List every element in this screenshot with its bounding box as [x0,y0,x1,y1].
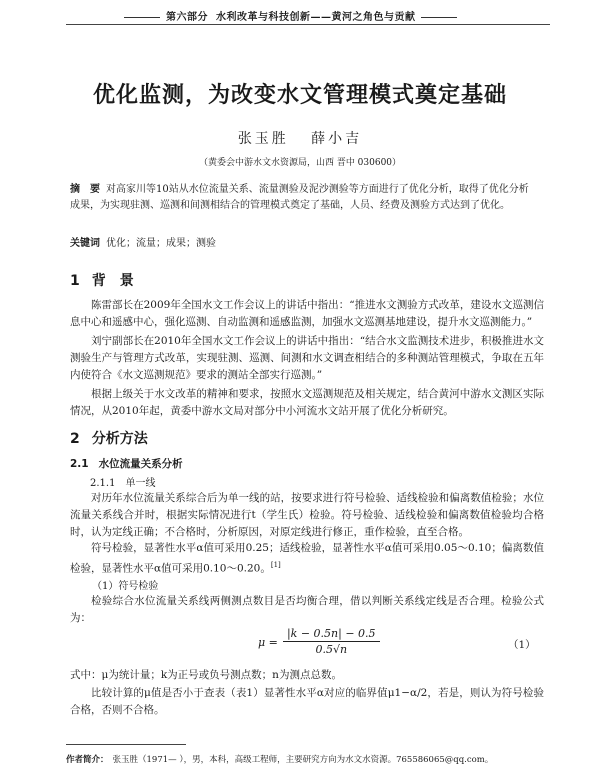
subsection-number: 2.1 [70,458,89,470]
formula-fraction [283,627,380,656]
citation: [1] [270,561,281,569]
abstract-label: 摘 要 [70,184,100,195]
paragraph: 式中：μ为统计量；k为正号或负号测点数；n为测点总数。 [70,669,342,681]
subsubsection-heading [90,474,155,489]
paragraph: 对历年水位流量关系综合后为单一线的站，按要求进行符号检验、适线检验和偏离数值检验；水位流量关系线合并时，根据实际情况进行t（学生氏）检验。符号检验、适线检验和偏离数值检验均合格时，认为定线正确；不合格时，分析原因，对原定线进行修正，重作检验，直至合格。 [70,492,544,538]
section-2-heading [70,428,148,448]
running-header-topic: 水利改革与科技创新——黄河之角色与贡献 [215,12,416,23]
footnote-rule [66,744,186,745]
formula-numerator: |k − 0.5n| − 0.5 [283,627,380,642]
section-title: 背 景 [91,273,134,289]
article-title: 优化监测，为改变水文管理模式奠定基础 [92,83,507,108]
formula-lhs: μ = [258,636,278,649]
abstract-text: 对高家川等10站从水位流量关系、流量测验及泥沙测验等方面进行了优化分析，取得了优化分析成果，为实现驻测、巡测和间测相结合的管理模式奠定了基础，人员、经费及测验方式达到了优化。 [70,184,529,211]
author-name: 张玉胜 [237,131,289,147]
paragraph-text: 符号检验，显著性水平α值可采用0.25；适线检验，显著性水平α值可采用0.05～0.10；偏离数值检验，显著性水平α值可采用0.10～0.20。 [70,542,544,575]
header-rule [66,24,550,25]
paragraph: 陈雷部长在2009年全国水文工作会议上的讲话中指出：“推进水文测验方式改革，建设水文巡测信息中心和遥感中心，强化巡测、自动监测和遥感监测，加强水文巡测基地建设，提升水文巡测能力。” [70,299,544,328]
footnote [66,753,566,765]
paragraph: 根据上级关于水文改革的精神和要求，按照水文巡测规范及相关规定，结合黄河中游水文测区实际情况，从2010年起，黄委中游水文局对部分中小河流水文站开展了优化分析研究。 [70,388,544,417]
section-title: 分析方法 [91,431,148,447]
keywords-label: 关键词 [70,238,100,249]
running-header-part: 第六部分 [166,12,208,23]
equation-number: （1） [508,639,536,651]
authors [0,128,600,148]
formula-denominator: 0.5√n [315,643,348,656]
list-heading: （1）符号检验 [92,581,159,592]
subsection-title: 水位流量关系分析 [98,458,183,470]
subsection-heading [70,456,183,471]
formula [258,627,380,656]
subsubsection-number: 2.1.1 [90,478,116,489]
footnote-label: 作者简介： [66,755,109,765]
paragraph: 比较计算的μ值是否小于查表（表1）显著性水平α对应的临界值μ1−α/2，若是，则认为符号检验合格，否则不合格。 [70,687,544,716]
section-number: 1 [70,273,80,289]
paragraph [70,540,544,578]
footnote-text: 张玉胜（1971— ），男，本科，高级工程师，主要研究方向为水文水资源。765586065@qq.com。 [112,755,494,765]
keywords-text: 优化；流量；成果；测验 [106,238,216,249]
section-number: 2 [70,431,80,447]
abstract [70,182,532,214]
affiliation: （黄委会中游水文水资源局，山西 晋中 030600） [198,158,402,168]
paragraph: 刘宁副部长在2010年全国水文工作会议上的讲话中指出：“结合水文监测技术进步，积极推进水文测验生产与管理方式改革，实现驻测、巡测、间测和水文调查相结合的多种测站管理模式，争取在五年内使符合《水文巡测规范》要求的测站全部实行巡测。” [70,335,544,381]
paragraph: 检验综合水位流量关系线两侧测点数目是否均衡合理，借以判断关系线定线是否合理。检验公式为： [70,595,544,624]
running-header [118,8,550,22]
subsubsection-title: 单一线 [125,478,156,489]
section-1-heading [70,270,134,290]
keywords [70,234,532,249]
author-name: 薛小吉 [311,131,363,147]
